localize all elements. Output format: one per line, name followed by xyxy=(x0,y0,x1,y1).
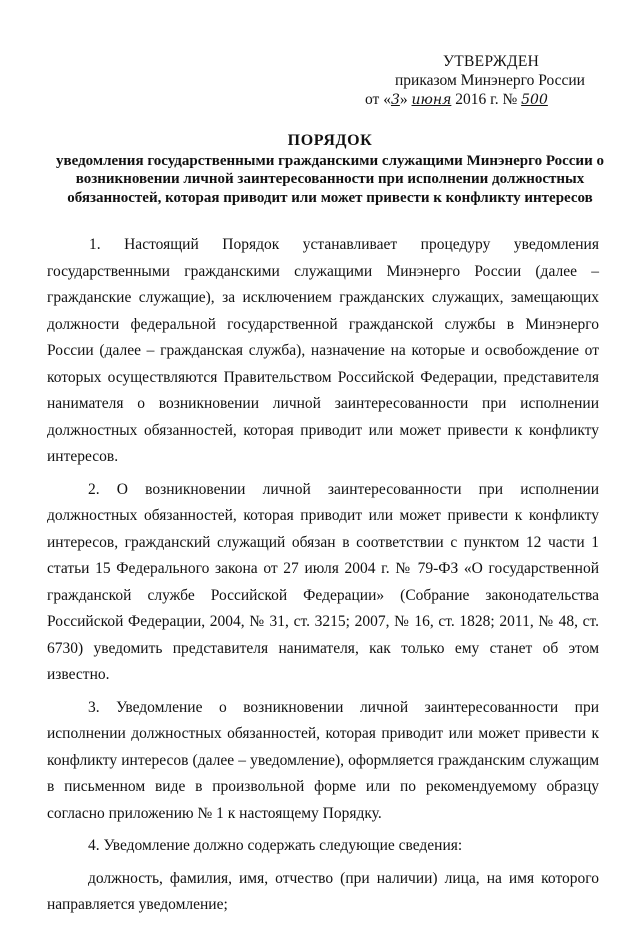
paragraph-2: 2. О возникновении личной заинтересованности при исполнении должностных обязанностей, которая приводит или может привести к конфликту интересов, гражданский служащий обязан в соответствии с пунктом 12 части 1 статьи 15 Федерального закона от 27 июля 2004 г. № 79-ФЗ «О государственной гражданской службе Российской Федерации» (Собрание законодательства Российской Федерации, 2004, № 31, ст. 3215; 2007, № 16, ст. 1828; 2011, № 48, ст. 6730) уведомить представителя нанимателя, как только ему станет об этом известно. xyxy=(47,480,599,683)
date-prefix: от « xyxy=(365,91,391,108)
title-subtitle: уведомления государственными гражданскими служащими Минэнерго России о возникновении личной заинтересованности при исполнении должностных обязанностей, которая приводит или может привести к конфликту интересов xyxy=(56,152,604,206)
document-body xyxy=(47,232,603,925)
document-title xyxy=(40,132,620,207)
date-mid: » xyxy=(399,91,412,108)
paragraph-3: 3. Уведомление о возникновении личной заинтересованности при исполнении должностных обязанностей, которая приводит или может привести к конфликту интересов (далее – уведомление), оформляется гражданским служащим в письменном виде в произвольной форме или по рекомендуемому образцу согласно приложению № 1 к настоящему Порядку. xyxy=(47,698,599,822)
title-main: ПОРЯДОК xyxy=(287,132,373,149)
paragraph-4: 4. Уведомление должно содержать следующие сведения: xyxy=(88,837,463,854)
approval-stamp xyxy=(356,52,616,110)
date-year: 2016 г. № xyxy=(451,91,522,108)
date-month: июня xyxy=(411,92,452,108)
paragraph-1: 1. Настоящий Порядок устанавливает процедуру уведомления государственными гражданскими служащими Минэнерго России (далее – гражданские служащие), за исключением гражданских служащих, замещающих должности федеральной государственной гражданской службы в Минэнерго России (далее – гражданская служба), назначение на которые и освобождение от которых осуществляются Правительством Российской Федерации, представителя нанимателя о возникновении личной заинтересованности при исполнении должностных обязанностей, которая приводит или может привести к конфликту интересов. xyxy=(47,236,603,465)
order-number: 500 xyxy=(521,92,548,108)
approval-order-line: приказом Минэнерго России xyxy=(395,72,585,89)
approval-date-line xyxy=(356,90,616,110)
paragraph-5: должность, фамилия, имя, отчество (при наличии) лица, на имя которого направляется уведомление; xyxy=(47,869,599,913)
approved-word: УТВЕРЖДЕН xyxy=(443,53,540,70)
date-day: 3 xyxy=(390,92,400,108)
